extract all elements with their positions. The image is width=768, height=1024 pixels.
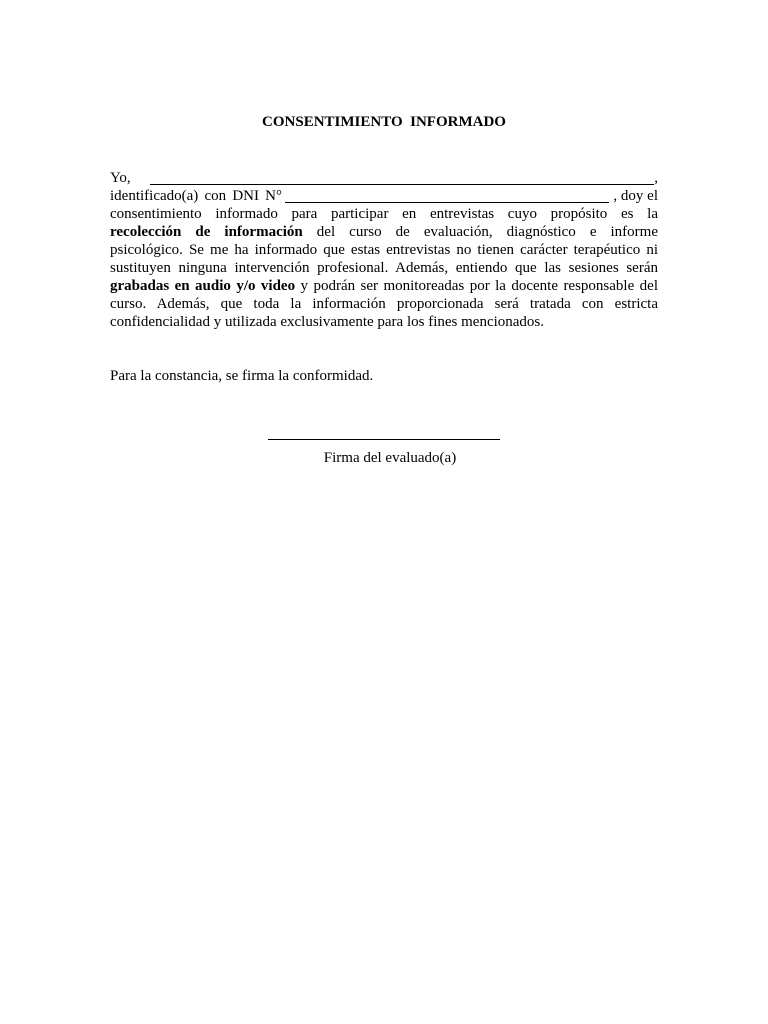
document-title: CONSENTIMIENTO INFORMADO (262, 114, 506, 130)
closing-statement: Para la constancia, se firma la conformidad. (110, 368, 374, 384)
dni-line-end: , doy el (613, 188, 658, 204)
consent-text-line (110, 205, 658, 223)
consent-text: curso. Además, que toda la información proporcionada será tratada con estricta (110, 296, 658, 312)
signature-line (268, 439, 500, 440)
name-line-end: , (654, 170, 658, 186)
name-blank (150, 184, 654, 185)
consent-text: y podrán ser monitoreadas por la docente responsable del (300, 278, 659, 294)
consent-text: psicológico. Se me ha informado que estas entrevistas no tienen carácter terapéutico ni (110, 242, 658, 258)
name-label: Yo, (110, 170, 131, 186)
consent-text: sustituyen ninguna intervención profesional. Además, entiendo que las sesiones serán (110, 260, 658, 276)
consent-text-line (110, 259, 658, 277)
dni-label: identificado(a) con DNI N° (110, 188, 282, 204)
signature-caption: Firma del evaluado(a) (323, 450, 457, 466)
consent-text-line (110, 313, 658, 331)
consent-bold-text: recolección de información (110, 224, 303, 240)
dni-blank (285, 202, 609, 203)
consent-text: confidencialidad y utilizada exclusivamente para los fines mencionados. (110, 314, 545, 330)
consent-text-line (110, 295, 658, 313)
name-line (110, 169, 658, 187)
consent-text: consentimiento informado para participar en entrevistas cuyo propósito es la (110, 206, 658, 222)
consent-text-line (110, 241, 658, 259)
consent-bold-text: grabadas en audio y/o video (110, 278, 296, 294)
dni-line (110, 187, 658, 205)
consent-text-line (110, 223, 658, 241)
consent-text-line (110, 277, 658, 295)
consent-text: del curso de evaluación, diagnóstico e informe (316, 224, 658, 240)
